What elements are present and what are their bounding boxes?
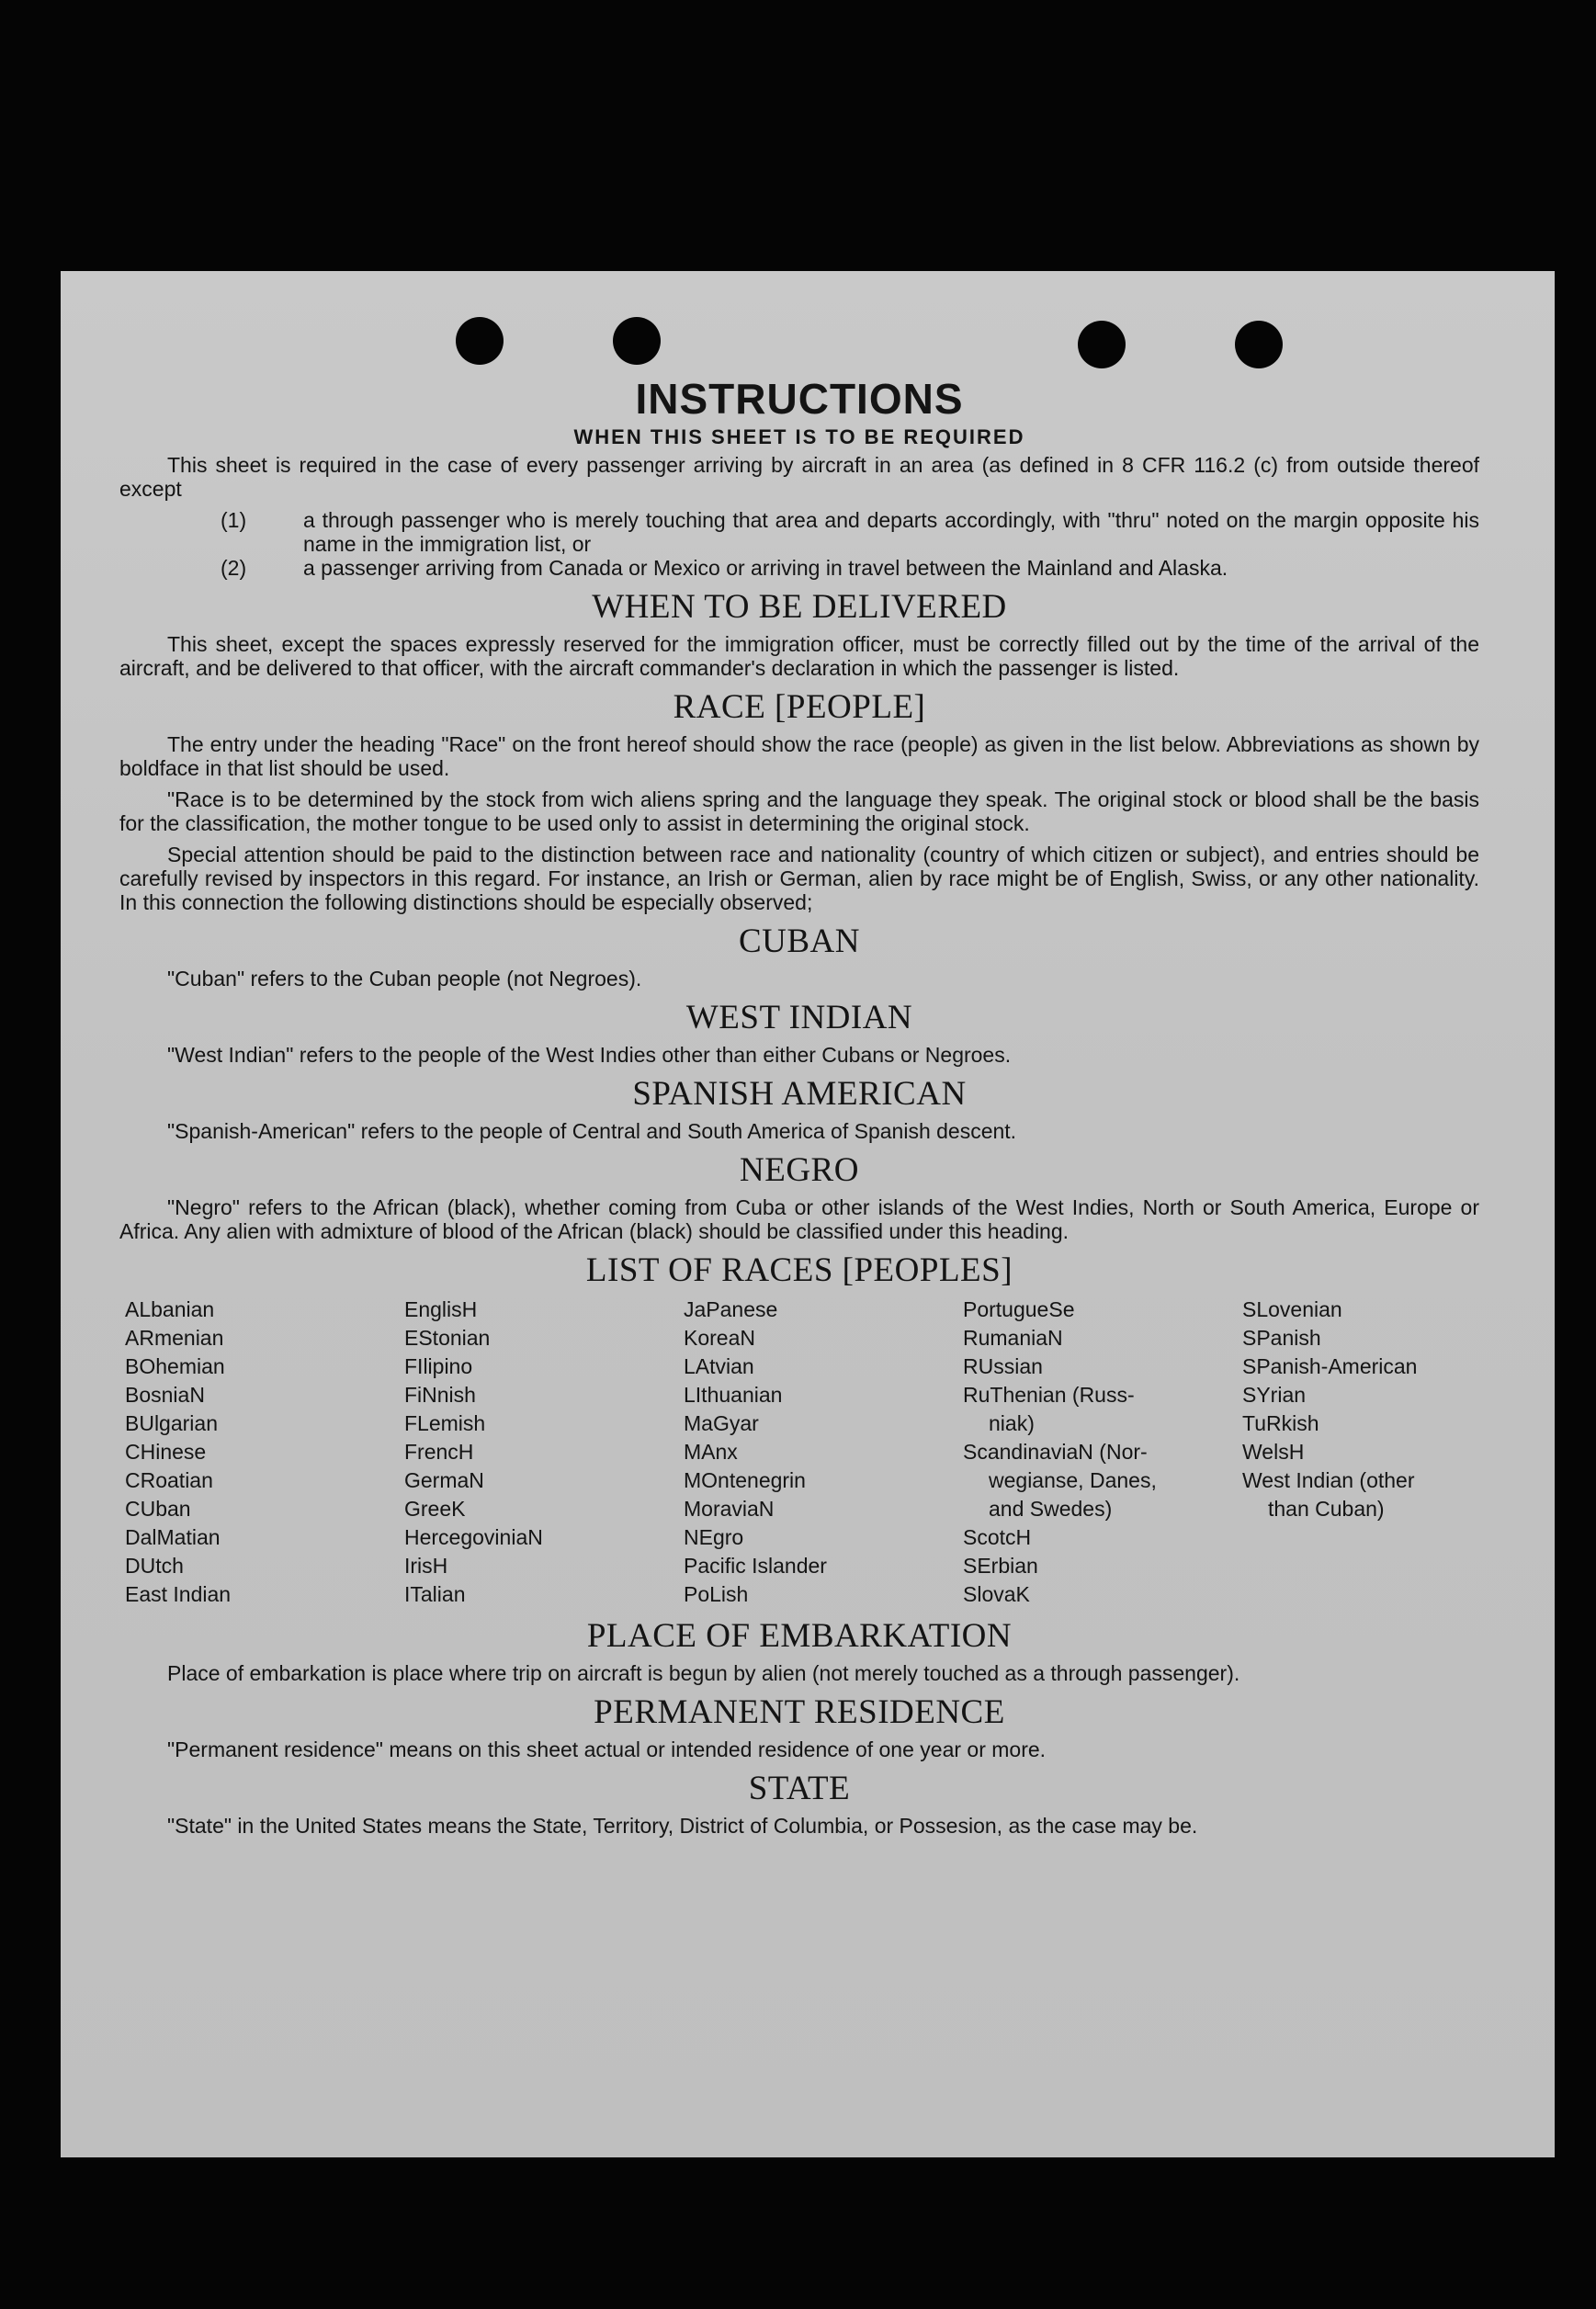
race-entry: ScandinaviaN (Nor- xyxy=(963,1440,1148,1464)
negro-paragraph: "Negro" refers to the African (black), whether coming from Cuba or other islands of the West Indies, North or South America, Europe or Africa. Any alien with admixture of blood of the African (black) should be classified under this heading. xyxy=(119,1195,1479,1243)
race-entry: SlovaK xyxy=(963,1582,1030,1606)
race-entry: MAnx xyxy=(684,1440,738,1464)
section-heading-race: RACE [PEOPLE] xyxy=(673,688,926,726)
punch-hole xyxy=(613,317,661,365)
race-entry-continuation: than Cuban) xyxy=(1268,1497,1385,1521)
race-paragraph-2: "Race is to be determined by the stock from wich aliens spring and the language they speak. The original stock or blood shall be the basis for the classification, the mother tongue to be used only to assist in determining the original stock. xyxy=(119,787,1479,835)
race-entry: FrencH xyxy=(404,1440,474,1464)
race-entry: RUssian xyxy=(963,1354,1043,1378)
state-paragraph: "State" in the United States means the State, Territory, District of Columbia, or Possesion, as the case may be. xyxy=(167,1814,1198,1838)
west-indian-paragraph: "West Indian" refers to the people of the West Indies other than either Cubans or Negroes. xyxy=(167,1043,1012,1067)
race-entry: East Indian xyxy=(125,1582,232,1606)
races-column xyxy=(1242,1296,1522,1609)
residence-paragraph: "Permanent residence" means on this sheet actual or intended residence of one year or more. xyxy=(167,1737,1047,1761)
exception-number: (1) xyxy=(221,508,247,532)
race-entry: ITalian xyxy=(404,1582,466,1606)
section-heading-delivered: WHEN TO BE DELIVERED xyxy=(592,588,1007,626)
race-entry: ARmenian xyxy=(125,1326,224,1350)
page-subtitle: WHEN THIS SHEET IS TO BE REQUIRED xyxy=(573,425,1025,448)
race-entry: RuThenian (Russ- xyxy=(963,1383,1135,1407)
exception-text: a through passenger who is merely touching that area and departs accordingly, with "thru" noted on the margin opposite his name in the immigration list, or xyxy=(303,508,1479,556)
race-entry: PoLish xyxy=(684,1582,749,1606)
cuban-paragraph: "Cuban" refers to the Cuban people (not Negroes). xyxy=(167,967,642,990)
instructions-content xyxy=(119,374,1479,1845)
race-entry-continuation: and Swedes) xyxy=(989,1497,1113,1521)
race-entry: ScotcH xyxy=(963,1525,1032,1549)
races-column xyxy=(125,1296,404,1609)
section-heading-list-of-races: LIST OF RACES [PEOPLES] xyxy=(585,1251,1013,1289)
race-entry: EStonian xyxy=(404,1326,491,1350)
race-entry: KoreaN xyxy=(684,1326,755,1350)
race-entry: SLovenian xyxy=(1242,1297,1342,1321)
document-sheet xyxy=(61,271,1555,2157)
race-paragraph-1: The entry under the heading "Race" on the front hereof should show the race (people) as given in the list below. Abbreviations as shown by boldface in that list should be used. xyxy=(119,732,1479,780)
race-entry: HercegoviniaN xyxy=(404,1525,543,1549)
exception-number: (2) xyxy=(221,556,247,580)
page-title: INSTRUCTIONS xyxy=(635,375,964,423)
race-paragraph-3: Special attention should be paid to the distinction between race and nationality (country of which citizen or subject), and entries should be carefully revised by inspectors in this regard. For instance, an Irish or German, alien by race might be of English, Swiss, or any other nationality. In this connection the following distinctions should be especially observed; xyxy=(119,843,1479,914)
race-entry: MaGyar xyxy=(684,1411,759,1435)
race-entry: FIlipino xyxy=(404,1354,473,1378)
section-heading-cuban: CUBAN xyxy=(738,922,861,960)
section-heading-residence: PERMANENT RESIDENCE xyxy=(594,1693,1005,1731)
race-entry: JaPanese xyxy=(684,1297,778,1321)
race-entry: BUlgarian xyxy=(125,1411,218,1435)
intro-paragraph: This sheet is required in the case of every passenger arriving by aircraft in an area (as defined in 8 CFR 116.2 (c) from outside thereof except xyxy=(119,453,1479,501)
section-heading-negro: NEGRO xyxy=(740,1151,859,1189)
race-entry: DUtch xyxy=(125,1554,184,1578)
race-entry: IrisH xyxy=(404,1554,448,1578)
races-column xyxy=(684,1296,963,1609)
race-entry-continuation: niak) xyxy=(989,1411,1035,1435)
race-entry: SYrian xyxy=(1242,1383,1307,1407)
race-entry: LAtvian xyxy=(684,1354,754,1378)
race-entry: MOntenegrin xyxy=(684,1468,806,1492)
punch-hole xyxy=(1078,321,1126,368)
race-entry: GermaN xyxy=(404,1468,484,1492)
race-entry: GreeK xyxy=(404,1497,466,1521)
race-entry: PortugueSe xyxy=(963,1297,1075,1321)
punch-hole xyxy=(456,317,504,365)
races-column xyxy=(404,1296,684,1609)
exception-item xyxy=(221,508,1479,556)
section-heading-west-indian: WEST INDIAN xyxy=(685,999,913,1036)
race-entry: CHinese xyxy=(125,1440,207,1464)
punch-hole xyxy=(1235,321,1283,368)
race-entry: LIthuanian xyxy=(684,1383,783,1407)
race-entry: West Indian (other xyxy=(1242,1468,1415,1492)
races-column xyxy=(963,1296,1242,1609)
race-entry: CUban xyxy=(125,1497,191,1521)
embarkation-paragraph: Place of embarkation is place where trip on aircraft is begun by alien (not merely touched as a through passenger). xyxy=(167,1661,1240,1685)
races-list xyxy=(125,1296,1479,1609)
race-entry: NEgro xyxy=(684,1525,744,1549)
race-entry: DalMatian xyxy=(125,1525,221,1549)
race-entry: RumaniaN xyxy=(963,1326,1063,1350)
race-entry: BosniaN xyxy=(125,1383,205,1407)
spanish-american-paragraph: "Spanish-American" refers to the people of Central and South America of Spanish descent. xyxy=(167,1119,1017,1143)
exception-text: a passenger arriving from Canada or Mexico or arriving in travel between the Mainland and Alaska. xyxy=(303,556,1228,580)
race-entry: FiNnish xyxy=(404,1383,476,1407)
race-entry: SErbian xyxy=(963,1554,1038,1578)
race-entry: SPanish xyxy=(1242,1326,1321,1350)
section-heading-embarkation: PLACE OF EMBARKATION xyxy=(586,1617,1013,1655)
race-entry: WelsH xyxy=(1242,1440,1305,1464)
race-entry: MoraviaN xyxy=(684,1497,775,1521)
race-entry: ALbanian xyxy=(125,1297,215,1321)
section-heading-spanish-american: SPANISH AMERICAN xyxy=(632,1075,967,1113)
race-entry: CRoatian xyxy=(125,1468,213,1492)
race-entry: Pacific Islander xyxy=(684,1554,827,1578)
section-heading-state: STATE xyxy=(748,1770,851,1807)
race-entry: EnglisH xyxy=(404,1297,478,1321)
delivered-paragraph: This sheet, except the spaces expressly reserved for the immigration officer, must be correctly filled out by the time of the arrival of the aircraft, and be delivered to that officer, with the aircraft commander's declaration in which the passenger is listed. xyxy=(119,632,1479,680)
race-entry: BOhemian xyxy=(125,1354,225,1378)
race-entry: FLemish xyxy=(404,1411,486,1435)
exception-item xyxy=(221,556,1479,580)
race-entry-continuation: wegianse, Danes, xyxy=(989,1468,1157,1492)
race-entry: SPanish-American xyxy=(1242,1354,1418,1378)
race-entry: TuRkish xyxy=(1242,1411,1319,1435)
